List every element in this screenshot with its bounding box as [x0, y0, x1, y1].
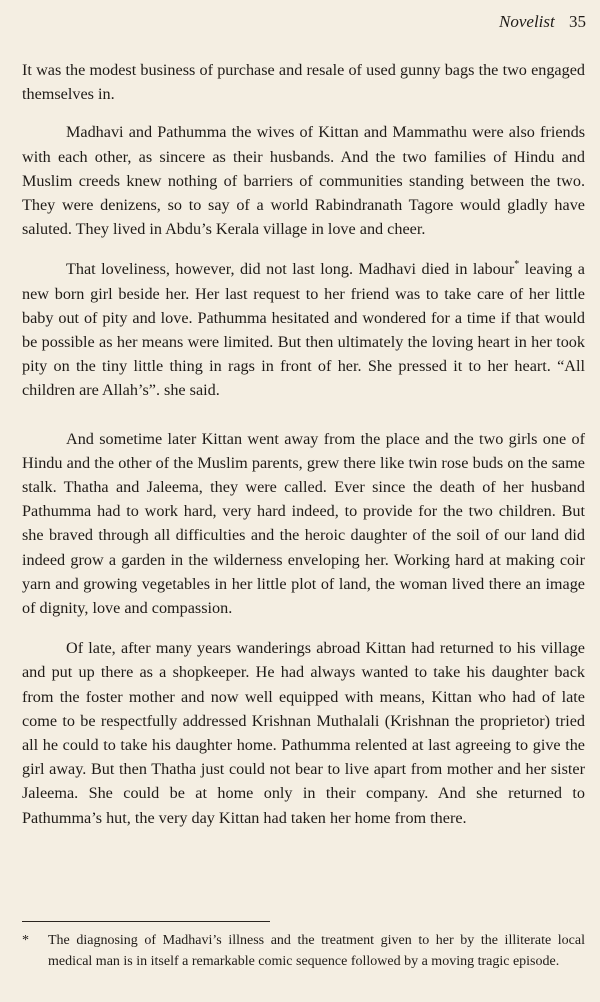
footnote-marker: * — [22, 933, 29, 948]
paragraph-3-rest: leaving a new born girl beside her. Her last request to her friend was to take care of her little baby out of pity and love. Pathumma hesitated and wondered for a time if that would be possible as her means were limited. But then ultimately the loving heart in her took pity on the tiny little thing in rags in front of her. She pressed it to her heart. “All children are Allah’s”. she said. — [22, 260, 585, 400]
paragraph-3 — [22, 257, 585, 402]
page-number: 35 — [569, 12, 586, 31]
paragraph-5: Of late, after many years wanderings abroad Kittan had returned to his village and put up there as a shopkeeper. He had always wanted to take his daughter back from the foster mother and now well equipped with means, Kittan who had of late come to be respectfully addressed Krishnan Muthalali (Krishnan the proprietor) tried all he could to take his daughter home. Pathumma relented at last agreeing to give the girl away. But then Thatha just could not bear to live apart from mother and her sister Jaleema. She could be at home only in their company. And she returned to Pathumma’s hut, the very day Kittan had taken her home from there. — [22, 639, 585, 827]
paragraph-1: It was the modest business of purchase and resale of used gunny bags the two engaged themselves in. — [22, 61, 585, 104]
running-title: Novelist — [499, 12, 555, 31]
running-header — [499, 12, 586, 32]
paragraph-4: And sometime later Kittan went away from the place and the two girls one of Hindu and the other of the Muslim parents, grew there like twin rose buds on the same stalk. Thatha and Jaleema, they were called. Ever since the death of her husband Pathumma had to work hard, very hard indeed, to provide for the two children. But she braved through all difficulties and the heroic daughter of the soil of our land did indeed grow a garden in the wilderness enveloping her. Working hard at making coir yarn and growing vegetables in her little plot of land, the woman lived there an image of dignity, love and compassion. — [22, 429, 585, 618]
paragraph-3-lead: That loveliness, however, did not last long. Madhavi died in labour — [66, 260, 515, 279]
footnote-reference[interactable]: * — [514, 259, 520, 271]
paragraph-2: Madhavi and Pathumma the wives of Kittan and Mammathu were also friends with each other, as sincere as their husbands. And the two families of Hindu and Muslim creeds knew nothing of barriers of communities standing between the two. They were denizens, so to say of a world Rabindranath Tagore would gladly have saluted. They lived in Abdu’s Kerala village in love and cheer. — [22, 123, 585, 239]
footnote-text: The diagnosing of Madhavi’s illness and the treatment given to her by the illiterate local medical man is in itself a remarkable comic sequence followed by a moving tragic episode. — [48, 933, 585, 969]
footnote — [22, 931, 585, 972]
footnote-divider — [22, 921, 270, 922]
body-text — [22, 58, 585, 846]
